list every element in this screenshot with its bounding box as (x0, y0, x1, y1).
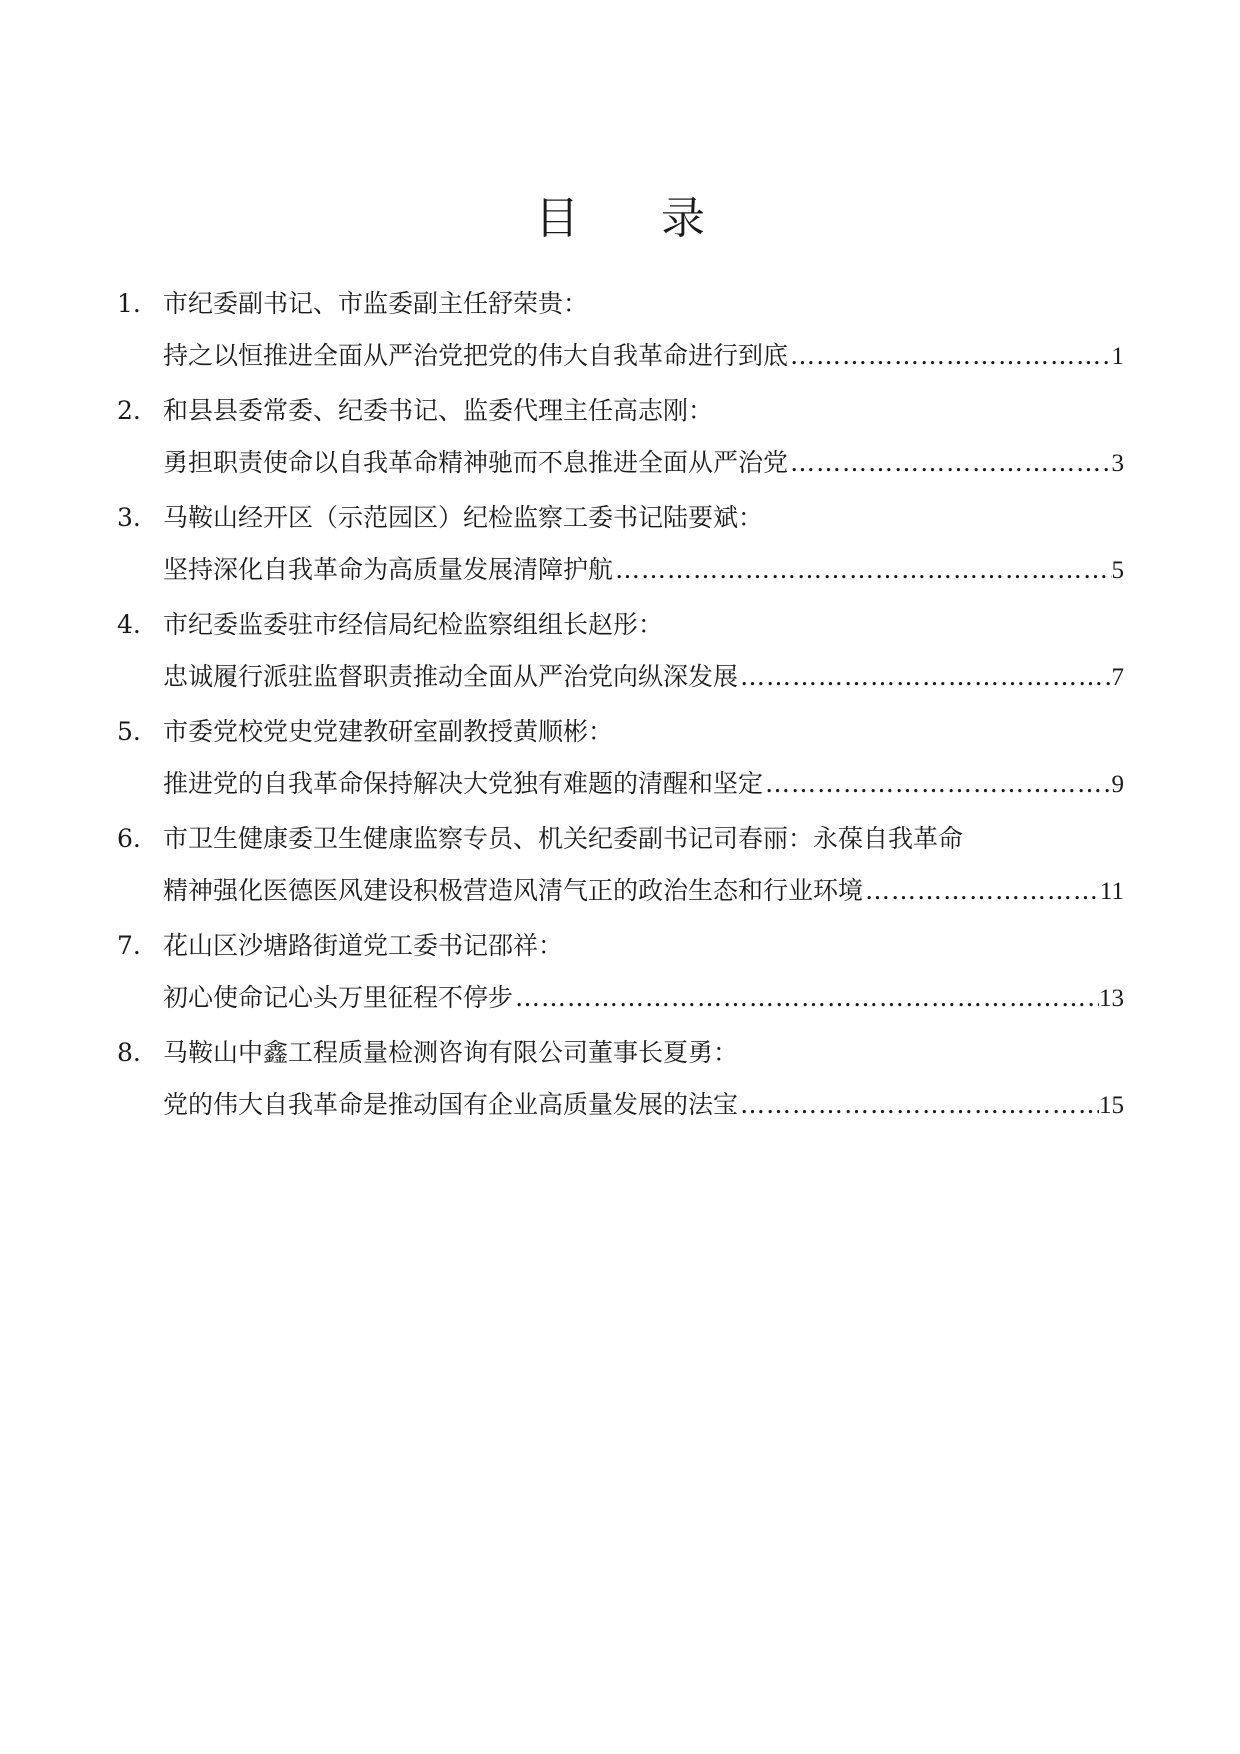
toc-entry-number: 5. (117, 717, 141, 746)
toc-entry (117, 498, 1124, 605)
toc-entry-number: 3. (117, 503, 141, 532)
toc-entry-link[interactable] (163, 1085, 1124, 1125)
toc-dot-leader (738, 657, 1111, 697)
toc-entry-heading: 马鞍山中鑫工程质量检测咨询有限公司董事长夏勇： (163, 1038, 739, 1067)
toc-entry-number: 2. (117, 396, 141, 425)
toc-entry-heading: 市纪委监委驻市经信局纪检监察组组长赵彤： (163, 610, 664, 639)
toc-entry-subtitle: 党的伟大自我革命是推动国有企业高质量发展的法宝 (163, 1090, 739, 1119)
table-of-contents (117, 284, 1124, 1140)
page-title: 目 录 (535, 193, 739, 245)
toc-dot-leader (738, 1085, 1099, 1125)
toc-entry-number: 1. (117, 289, 141, 318)
toc-dot-leader (788, 336, 1111, 376)
toc-entry-link[interactable] (163, 550, 1124, 590)
toc-entry-subtitle: 持之以恒推进全面从严治党把党的伟大自我革命进行到底 (163, 341, 789, 370)
toc-entry (117, 391, 1124, 498)
toc-entry-link[interactable] (163, 764, 1124, 804)
toc-page-number: 13 (1099, 985, 1124, 1012)
toc-entry-link[interactable] (163, 657, 1124, 697)
toc-entry-number: 6. (117, 824, 141, 853)
toc-page-number: 11 (1099, 878, 1124, 905)
toc-dot-leader (763, 764, 1111, 804)
toc-entry-number: 8. (117, 1038, 141, 1067)
toc-entry-subtitle: 忠诚履行派驻监督职责推动全面从严治党向纵深发展 (163, 662, 739, 691)
toc-entry-link[interactable] (163, 336, 1124, 376)
toc-page-number: 15 (1099, 1092, 1124, 1119)
toc-entry-heading: 和县县委常委、纪委书记、监委代理主任高志刚： (163, 396, 714, 425)
toc-entry (117, 819, 1124, 926)
toc-entry (117, 712, 1124, 819)
toc-dot-leader (788, 443, 1111, 483)
toc-entry-heading: 市纪委副书记、市监委副主任舒荣贵： (163, 289, 589, 318)
toc-entry-number: 7. (117, 931, 141, 960)
toc-entry-link[interactable] (163, 871, 1124, 911)
toc-entry-subtitle: 坚持深化自我革命为高质量发展清障护航 (163, 555, 614, 584)
toc-dot-leader (513, 978, 1099, 1018)
toc-page-number: 9 (1111, 771, 1124, 798)
toc-page-number: 5 (1111, 557, 1124, 584)
toc-entry-heading: 马鞍山经开区（示范园区）纪检监察工委书记陆要斌： (163, 503, 764, 532)
toc-entry-link[interactable] (163, 443, 1124, 483)
toc-dot-leader (863, 871, 1100, 911)
toc-entry (117, 926, 1124, 1033)
toc-entry-heading: 市委党校党史党建教研室副教授黄顺彬： (163, 717, 614, 746)
toc-page-number: 1 (1111, 343, 1124, 370)
toc-entry-subtitle: 推进党的自我革命保持解决大党独有难题的清醒和坚定 (163, 769, 764, 798)
toc-entry-subtitle: 初心使命记心头万里征程不停步 (163, 983, 514, 1012)
toc-entry (117, 284, 1124, 391)
toc-page-number: 3 (1111, 450, 1124, 477)
toc-entry-subtitle: 勇担职责使命以自我革命精神驰而不息推进全面从严治党 (163, 448, 789, 477)
toc-entry-heading: 市卫生健康委卫生健康监察专员、机关纪委副书记司春丽：永葆自我革命 (163, 824, 964, 853)
toc-entry-link[interactable] (163, 978, 1124, 1018)
toc-page-number: 7 (1111, 664, 1124, 691)
toc-dot-leader (613, 550, 1111, 590)
toc-entry-number: 4. (117, 610, 141, 639)
toc-entry-subtitle: 精神强化医德医风建设积极营造风清气正的政治生态和行业环境 (163, 876, 864, 905)
toc-entry (117, 605, 1124, 712)
toc-entry-heading: 花山区沙塘路街道党工委书记邵祥： (163, 931, 564, 960)
toc-entry (117, 1033, 1124, 1140)
